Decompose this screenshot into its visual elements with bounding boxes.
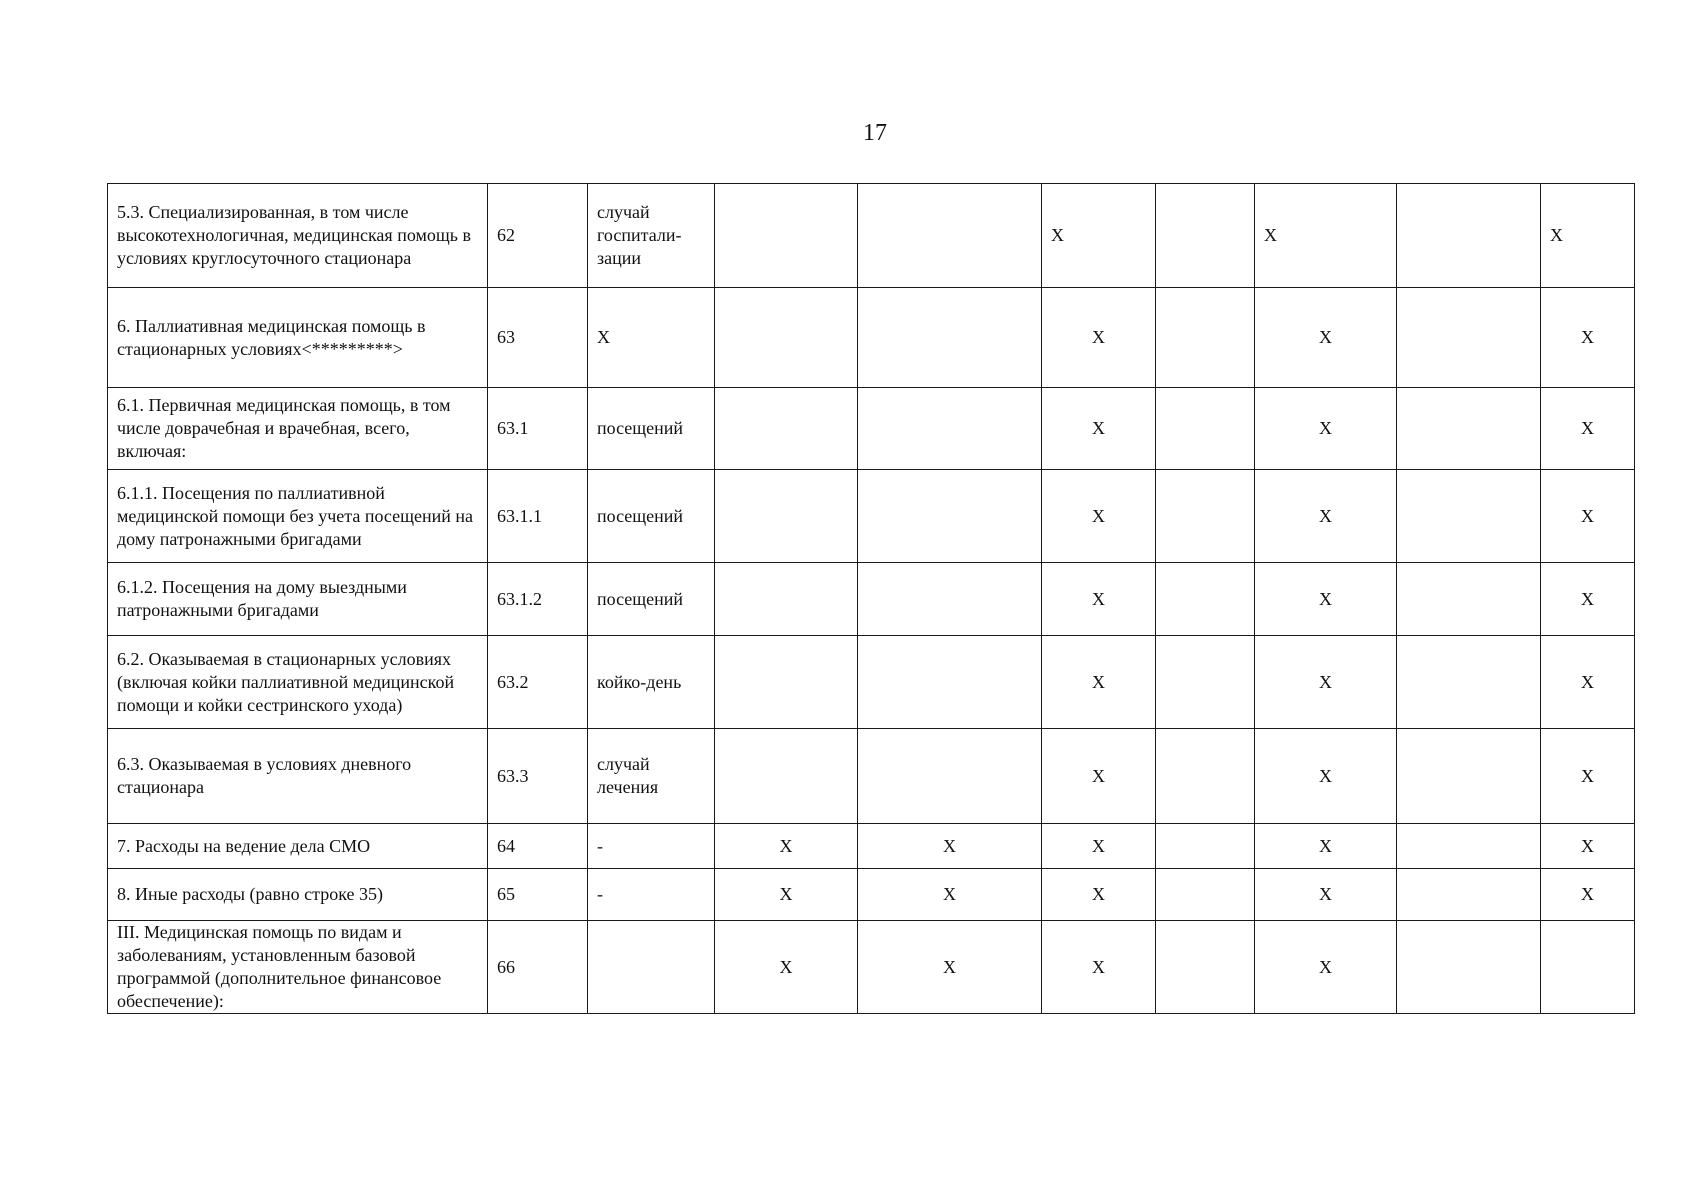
row-name-cell: 6.2. Оказываемая в стационарных условиях (включая койки паллиативной медицинской помощи и койки сестринского ухода) (108, 636, 488, 729)
value-cell: X (1541, 388, 1635, 470)
value-cell (1156, 470, 1255, 563)
row-name-cell: 6.1.1. Посещения по паллиативной медицинской помощи без учета посещений на дому патронажными бригадами (108, 470, 488, 563)
value-cell: X (1541, 184, 1635, 288)
value-cell: X (1541, 729, 1635, 824)
table-row (108, 184, 1635, 288)
value-cell: X (1042, 288, 1156, 388)
value-cell (1397, 184, 1541, 288)
table-row (108, 636, 1635, 729)
value-cell: X (1541, 869, 1635, 921)
value-cell (1156, 824, 1255, 869)
value-cell (715, 729, 858, 824)
row-code-cell: 63.3 (488, 729, 588, 824)
value-cell (715, 184, 858, 288)
value-cell (1397, 824, 1541, 869)
value-cell (1397, 288, 1541, 388)
value-cell (1156, 388, 1255, 470)
value-cell: X (1541, 824, 1635, 869)
table-row (108, 729, 1635, 824)
row-code-cell: 63.1.2 (488, 563, 588, 636)
unit-cell (588, 921, 715, 1014)
row-code-cell: 63 (488, 288, 588, 388)
value-cell (1397, 921, 1541, 1014)
row-code-cell: 63.1 (488, 388, 588, 470)
unit-cell: койко-день (588, 636, 715, 729)
value-cell (715, 288, 858, 388)
row-name-cell: 5.3. Специализированная, в том числе высокотехнологичная, медицинская помощь в условиях круглосуточного стационара (108, 184, 488, 288)
table-row (108, 288, 1635, 388)
value-cell: X (1541, 636, 1635, 729)
value-cell (1156, 636, 1255, 729)
unit-cell: - (588, 869, 715, 921)
value-cell: X (1255, 729, 1397, 824)
value-cell (715, 388, 858, 470)
value-cell: X (1255, 869, 1397, 921)
row-code-cell: 66 (488, 921, 588, 1014)
unit-cell: посещений (588, 470, 715, 563)
value-cell (1156, 869, 1255, 921)
value-cell (858, 388, 1042, 470)
value-cell (1397, 388, 1541, 470)
unit-cell: посещений (588, 388, 715, 470)
row-code-cell: 63.1.1 (488, 470, 588, 563)
row-name-cell: 6.3. Оказываемая в условиях дневного стационара (108, 729, 488, 824)
value-cell: X (1255, 288, 1397, 388)
row-code-cell: 63.2 (488, 636, 588, 729)
value-cell (1397, 563, 1541, 636)
value-cell (1397, 636, 1541, 729)
value-cell: X (858, 824, 1042, 869)
value-cell (1397, 729, 1541, 824)
table-row (108, 869, 1635, 921)
row-name-cell: 8. Иные расходы (равно строке 35) (108, 869, 488, 921)
table-row (108, 470, 1635, 563)
value-cell: X (1541, 563, 1635, 636)
page-number: 17 (863, 120, 887, 146)
value-cell (715, 470, 858, 563)
value-cell: X (1541, 288, 1635, 388)
value-cell: X (1042, 869, 1156, 921)
value-cell: X (715, 869, 858, 921)
row-name-cell: 7. Расходы на ведение дела СМО (108, 824, 488, 869)
value-cell: X (1042, 388, 1156, 470)
value-cell: X (858, 921, 1042, 1014)
value-cell: X (1042, 636, 1156, 729)
unit-cell: X (588, 288, 715, 388)
table-row (108, 824, 1635, 869)
value-cell: X (715, 824, 858, 869)
unit-cell: случай лечения (588, 729, 715, 824)
value-cell (1156, 184, 1255, 288)
unit-cell: посещений (588, 563, 715, 636)
value-cell: X (1255, 824, 1397, 869)
value-cell: X (1042, 184, 1156, 288)
value-cell: X (1541, 470, 1635, 563)
row-code-cell: 64 (488, 824, 588, 869)
value-cell (1156, 288, 1255, 388)
value-cell (715, 563, 858, 636)
value-cell (1156, 921, 1255, 1014)
value-cell (858, 563, 1042, 636)
value-cell: X (1255, 184, 1397, 288)
value-cell (1156, 563, 1255, 636)
value-cell (858, 288, 1042, 388)
value-cell: X (858, 869, 1042, 921)
value-cell (1397, 470, 1541, 563)
unit-cell: - (588, 824, 715, 869)
value-cell (1156, 729, 1255, 824)
row-code-cell: 65 (488, 869, 588, 921)
value-cell: X (1255, 388, 1397, 470)
value-cell (1541, 921, 1635, 1014)
row-code-cell: 62 (488, 184, 588, 288)
value-cell: X (1042, 470, 1156, 563)
value-cell (1397, 869, 1541, 921)
row-name-cell: III. Медицинская помощь по видам и заболеваниям, установленным базовой программой (дополнительное финансовое обеспечение): (108, 921, 488, 1014)
value-cell (858, 636, 1042, 729)
row-name-cell: 6.1. Первичная медицинская помощь, в том числе доврачебная и врачебная, всего, включая: (108, 388, 488, 470)
row-name-cell: 6. Паллиативная медицинская помощь в стационарных условиях<*********> (108, 288, 488, 388)
data-table (107, 183, 1635, 1014)
row-name-cell: 6.1.2. Посещения на дому выездными патронажными бригадами (108, 563, 488, 636)
value-cell: X (715, 921, 858, 1014)
value-cell: X (1042, 824, 1156, 869)
value-cell (858, 470, 1042, 563)
value-cell: X (1255, 470, 1397, 563)
value-cell: X (1255, 563, 1397, 636)
value-cell: X (1255, 921, 1397, 1014)
value-cell (715, 636, 858, 729)
table-row (108, 563, 1635, 636)
value-cell (858, 184, 1042, 288)
value-cell: X (1042, 563, 1156, 636)
value-cell: X (1255, 636, 1397, 729)
unit-cell: случай госпитали-зации (588, 184, 715, 288)
value-cell (858, 729, 1042, 824)
value-cell: X (1042, 921, 1156, 1014)
table-row (108, 921, 1635, 1014)
value-cell: X (1042, 729, 1156, 824)
table-row (108, 388, 1635, 470)
